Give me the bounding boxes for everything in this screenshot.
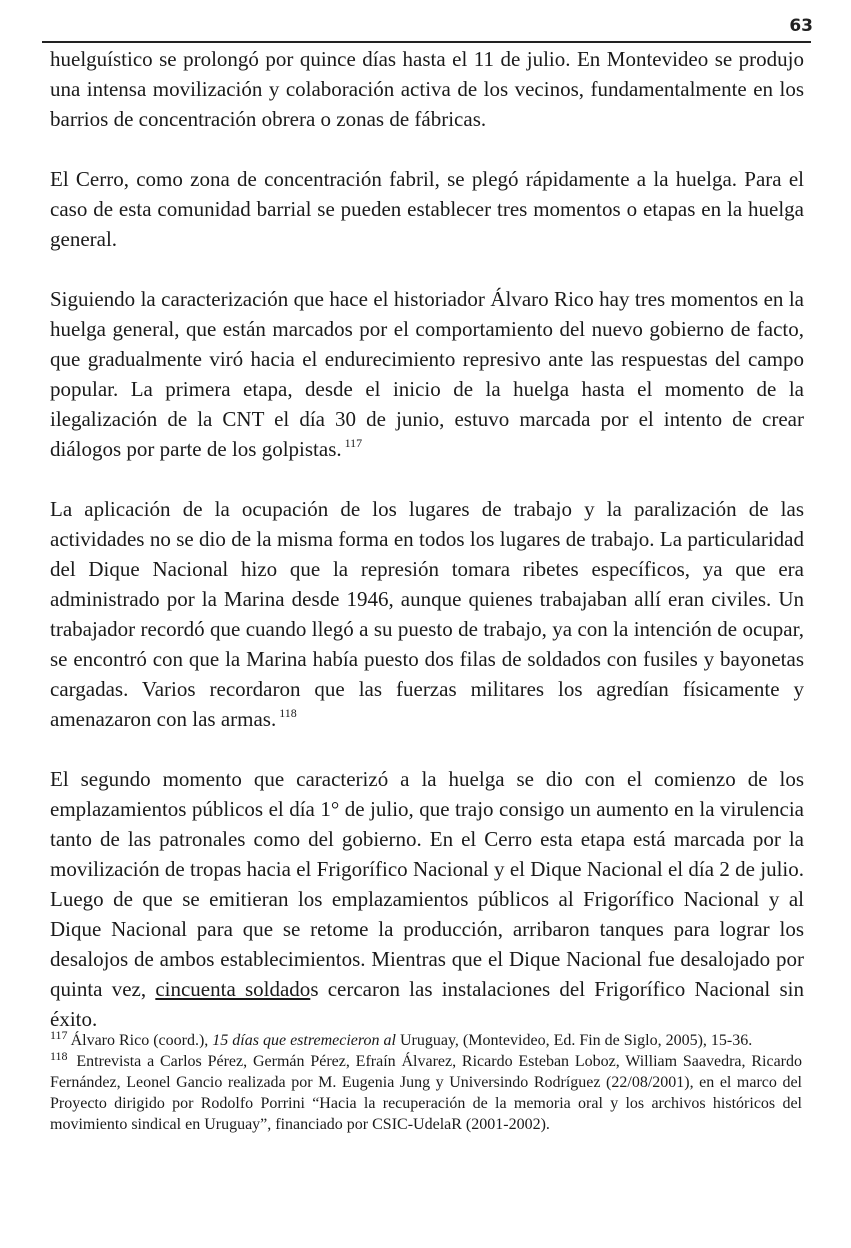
footnote-117: $^{117}$ Álvaro Rico (coord.), 15 días que estremecieron al Uruguay, (Montevideo, Ed. Fin de Siglo, 2005), 15-36. bbox=[50, 1028, 753, 1049]
footnote-118: $^{118}$ Entrevista a Carlos Pérez, Germán Pérez, Efraín Álvarez, Ricardo Esteban Loboz, William Saavedra, Ricardo Fernández, Leonel Gancio realizada por M. Eugenia Jung y Universindo Rodríguez (22/08/2001), en el marco del Proyecto dirigido por Rodolfo Porrini “Hacia la recuperación de la memoria oral y los archivos históricos del movimiento sindical en Uruguay”, financiado por CSIC-UdelaR (2001-2002). bbox=[50, 1049, 802, 1133]
footnote-number: 118 bbox=[50, 1049, 68, 1063]
paragraph: huelguístico se prolongó por quince días hasta el 11 de julio. En Montevideo se produjo una intensa movilización y colaboración activa de los vecinos, fundamentalmente en los barrios de concentración obrera o zonas de fábricas. bbox=[50, 47, 804, 131]
paragraph: La aplicación de la ocupación de los lugares de trabajo y la paralización de las actividades no se dio de la misma forma en todos los lugares de trabajo. La particularidad del Dique Nacional hizo que la represión tomara ribetes específicos, ya que era administrado por la Marina desde 1946, aunque quienes trabajaban allí eran civiles. Un trabajador recordó que cuando llegó a su puesto de trabajo, ya con la intención de ocupar, se encontró con que la Marina había puesto dos filas de soldados con fusiles y bayonetas cargadas. Varios recordaron que las fuerzas militares los agredían físicamente y amenazaron con las armas. $^{118}$ bbox=[50, 497, 804, 731]
footnote-number: 117 bbox=[50, 1028, 68, 1042]
footnote-ref-117[interactable]: 117 bbox=[344, 436, 363, 450]
book-title: 15 días que estremecieron al bbox=[212, 1032, 396, 1049]
page-number: 63 bbox=[789, 16, 813, 36]
paragraph: El Cerro, como zona de concentración fabril, se plegó rápidamente a la huelga. Para el caso de esta comunidad barrial se pueden establecer tres momentos o etapas en la huelga general. bbox=[50, 167, 804, 251]
body-text bbox=[50, 44, 804, 1034]
paragraph: El segundo momento que caracterizó a la huelga se dio con el comienzo de los emplazamientos públicos el día 1° de julio, que trajo consigo un aumento en la virulencia tanto de las patronales como del gobierno. En el Cerro esta etapa está marcada por la movilización de tropas hacia el Frigorífico Nacional y el Dique Nacional el día 2 de julio. Luego de que se emitieran los emplazamientos públicos al Frigorífico Nacional y al Dique Nacional para que se retome la producción, arribaron tanques para lograr los desalojos de ambos establecimientos. Mientras que el Dique Nacional fue desalojado por quinta vez, cincuenta soldados cercaron las instalaciones del Frigorífico Nacional sin éxito. bbox=[50, 767, 804, 1031]
paragraph: Siguiendo la caracterización que hace el historiador Álvaro Rico hay tres momentos en la huelga general, que están marcados por el comportamiento del nuevo gobierno de facto, que gradualmente viró hacia el endurecimiento represivo ante las respuestas del campo popular. La primera etapa, desde el inicio de la huelga hasta el momento de la ilegalización de la CNT el día 30 de junio, estuvo marcada por el intento de crear diálogos por parte de los golpistas. $^{117}$ bbox=[50, 287, 804, 461]
header-rule bbox=[42, 41, 811, 43]
footnote-ref-118[interactable]: 118 bbox=[279, 706, 297, 720]
underlined-text: cincuenta soldado bbox=[155, 977, 311, 1001]
footnotes bbox=[50, 1030, 802, 1135]
